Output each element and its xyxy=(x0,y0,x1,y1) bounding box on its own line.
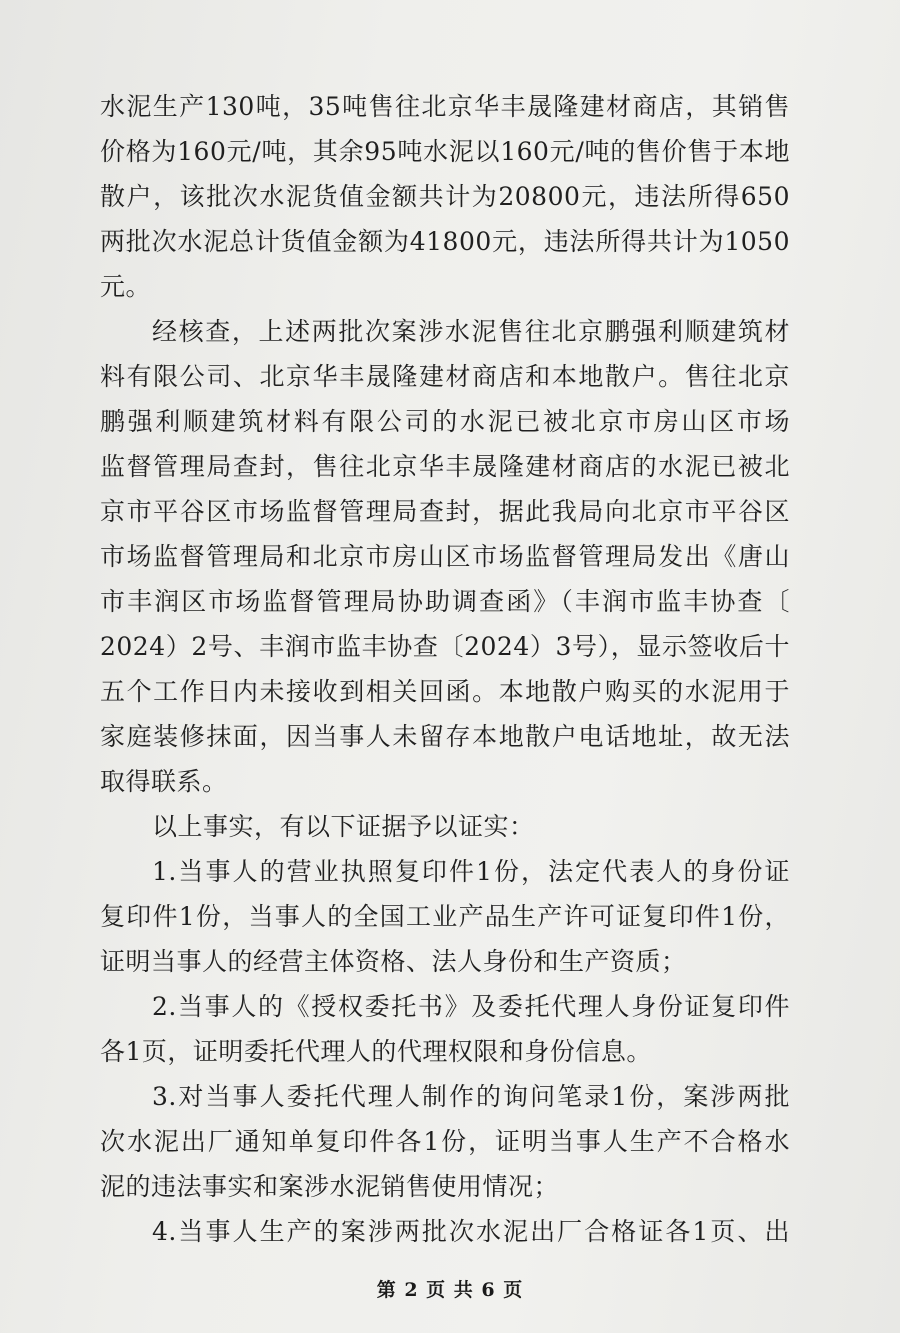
body-line: 鹏强利顺建筑材料有限公司的水泥已被北京市房山区市场 xyxy=(100,407,790,436)
paragraph xyxy=(100,804,790,849)
body-line: 1.当事人的营业执照复印件1份，法定代表人的身份证 xyxy=(152,857,790,886)
body-line: 元。 xyxy=(100,272,152,301)
body-line: 监督管理局查封，售往北京华丰晟隆建材商店的水泥已被北 xyxy=(100,452,790,481)
body-line: 取得联系。 xyxy=(100,767,228,796)
document-body xyxy=(100,84,790,1254)
body-line: 家庭装修抹面，因当事人未留存本地散户电话地址，故无法 xyxy=(100,722,790,751)
evidence-item xyxy=(100,984,790,1074)
evidence-item xyxy=(100,1209,790,1254)
body-line: 五个工作日内未接收到相关回函。本地散户购买的水泥用于 xyxy=(100,677,790,706)
body-line: 复印件1份，当事人的全国工业产品生产许可证复印件1份， xyxy=(100,902,790,931)
body-line: 料有限公司、北京华丰晟隆建材商店和本地散户。售往北京 xyxy=(100,362,790,391)
body-line: 证明当事人的经营主体资格、法人身份和生产资质； xyxy=(100,947,687,976)
evidence-item xyxy=(100,1074,790,1209)
body-line: 各1页，证明委托代理人的代理权限和身份信息。 xyxy=(100,1037,652,1066)
body-line: 以上事实，有以下证据予以证实： xyxy=(152,812,535,841)
body-line: 散户，该批次水泥货值金额共计为20800元，违法所得650 xyxy=(100,182,790,211)
body-line: 次水泥出厂通知单复印件各1份，证明当事人生产不合格水 xyxy=(100,1127,790,1156)
body-line: 2.当事人的《授权委托书》及委托代理人身份证复印件 xyxy=(152,992,790,1021)
body-line: 3.对当事人委托代理人制作的询问笔录1份，案涉两批 xyxy=(152,1082,790,1111)
body-line: 经核查，上述两批次案涉水泥售往北京鹏强利顺建筑材 xyxy=(152,317,790,346)
page-number-footer: 第 2 页 共 6 页 xyxy=(376,1279,524,1301)
body-line: 两批次水泥总计货值金额为41800元，违法所得共计为1050 xyxy=(100,227,790,256)
evidence-item xyxy=(100,849,790,984)
paragraph xyxy=(100,84,790,309)
body-line: 京市平谷区市场监督管理局查封，据此我局向北京市平谷区 xyxy=(100,497,790,526)
paragraph xyxy=(100,309,790,804)
body-line: 水泥生产130吨，35吨售往北京华丰晟隆建材商店，其销售 xyxy=(100,92,790,121)
body-line: 4.当事人生产的案涉两批次水泥出厂合格证各1页、出 xyxy=(152,1217,790,1246)
body-line: 泥的违法事实和案涉水泥销售使用情况； xyxy=(100,1172,560,1201)
body-line: 市丰润区市场监督管理局协助调查函》（丰润市监丰协查〔 xyxy=(100,587,790,616)
body-line: 价格为160元/吨，其余95吨水泥以160元/吨的售价售于本地 xyxy=(100,137,790,166)
body-line: 2024）2号、丰润市监丰协查〔2024）3号），显示签收后十 xyxy=(100,632,790,661)
body-line: 市场监督管理局和北京市房山区市场监督管理局发出《唐山 xyxy=(100,542,790,571)
